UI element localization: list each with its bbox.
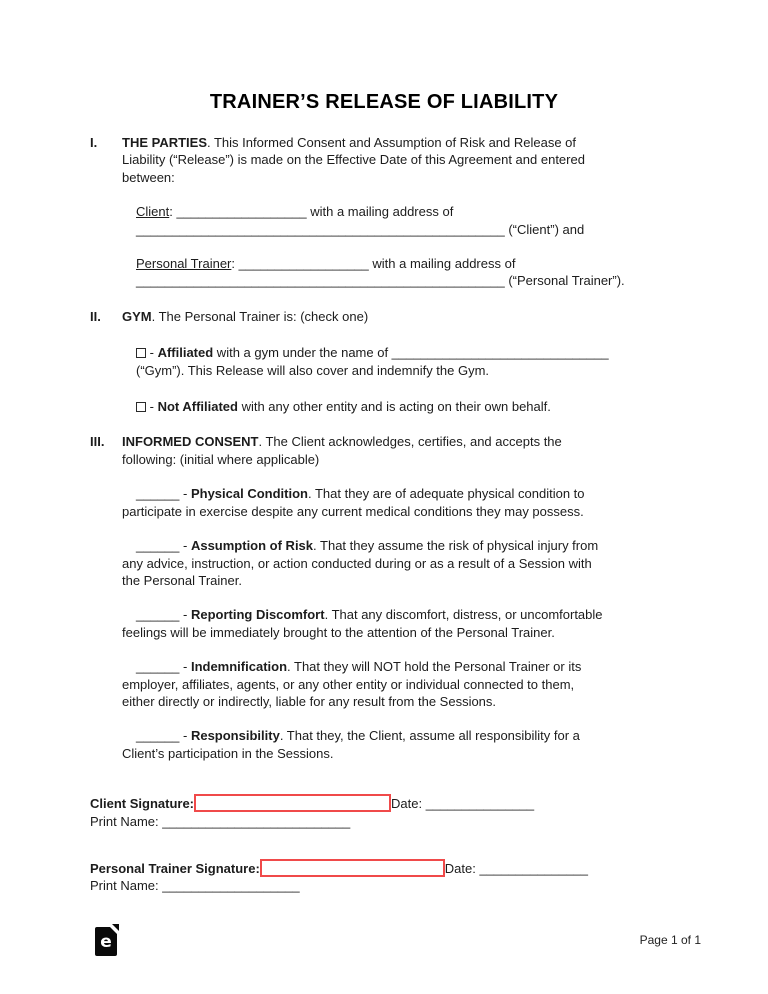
body-text: . That any discomfort, distress, or uncomfortable <box>324 607 603 623</box>
client-signature-field[interactable] <box>194 794 391 812</box>
body-text: . This Informed Consent and Assumption of Risk and Release of <box>207 135 577 150</box>
paragraph-line <box>122 433 690 450</box>
page-title: TRAINER’S RELEASE OF LIABILITY <box>209 91 559 113</box>
body-text: - <box>179 538 191 554</box>
section-body <box>122 308 690 416</box>
trainer-label: Personal Trainer <box>136 256 232 272</box>
initial-blank: ______ <box>136 659 180 675</box>
body-text: . That they, the Client, assume all responsibility for a <box>279 728 580 744</box>
section-number: I. <box>90 135 98 150</box>
section-body <box>122 433 690 762</box>
consent-item-indemnification <box>122 658 690 710</box>
body-text: - <box>179 728 191 744</box>
body-text: . That they assume the risk of physical injury from <box>313 538 599 554</box>
paragraph-line: (“Gym”). This Release will also cover and indemnify the Gym. <box>136 362 490 378</box>
consent-item-title: Reporting Discomfort <box>190 607 325 623</box>
client-print-name-blank: __________________________ <box>162 813 351 829</box>
paragraph-line <box>136 344 690 361</box>
paragraph-line: either directly or indirectly, liable for any result from the Sessions. <box>122 693 497 709</box>
consent-item-responsibility <box>122 727 690 762</box>
option-label: Not Affiliated <box>157 399 238 415</box>
date-label: Date: <box>391 796 426 812</box>
body-text: . That they will NOT hold the Personal Trainer or its <box>287 659 582 675</box>
paragraph-line <box>136 398 690 415</box>
body-text: with a mailing address of <box>306 204 454 220</box>
body-text: (“Personal Trainer”). <box>504 273 625 289</box>
initial-blank: ______ <box>136 538 180 554</box>
paragraph-line <box>136 272 690 289</box>
body-text: - <box>179 607 191 623</box>
trainer-paragraph <box>136 255 690 290</box>
paragraph-line <box>136 255 690 272</box>
gym-name-blank: ______________________________ <box>391 345 609 361</box>
print-name-row <box>90 813 690 830</box>
document-body <box>90 134 690 895</box>
client-date-blank: _______________ <box>425 796 535 812</box>
paragraph-line <box>136 221 690 238</box>
trainer-print-name-blank: ___________________ <box>162 878 300 894</box>
section-heading: THE PARTIES <box>122 135 207 150</box>
consent-item-title: Physical Condition <box>190 486 308 502</box>
body-text: - <box>146 345 158 361</box>
paragraph-line <box>136 727 690 744</box>
consent-item-physical-condition <box>122 485 690 520</box>
client-address-blank: ___________________________________________________ <box>136 221 505 237</box>
paragraph-line: Liability (“Release”) is made on the Effective Date of this Agreement and entered <box>122 152 585 168</box>
body-text: . The Personal Trainer is: (check one) <box>151 308 369 324</box>
paragraph-line <box>136 658 690 675</box>
logo-letter: e <box>100 932 112 952</box>
paragraph-line: participate in exercise despite any current medical conditions they may possess. <box>122 503 584 519</box>
section-number: II. <box>90 308 101 324</box>
option-label: Affiliated <box>157 345 214 361</box>
paragraph-line: between: <box>122 169 175 185</box>
body-text: - <box>179 659 191 675</box>
print-name-row <box>90 877 690 894</box>
page-number: Page 1 of 1 <box>639 933 701 947</box>
client-paragraph <box>136 203 690 238</box>
client-name-blank: __________________ <box>176 204 307 220</box>
consent-item-title: Indemnification <box>190 659 288 675</box>
paragraph-line <box>136 485 690 502</box>
client-signature-label: Client Signature: <box>90 796 195 812</box>
consent-item-title: Responsibility <box>190 728 280 744</box>
section-the-parties <box>90 134 690 290</box>
body-text: (“Client”) and <box>504 221 585 237</box>
paragraph-line: Client’s participation in the Sessions. <box>122 745 334 761</box>
section-informed-consent <box>90 433 690 762</box>
signature-row <box>90 794 690 812</box>
consent-item-assumption-of-risk <box>122 537 690 589</box>
print-name-label: Print Name: <box>90 878 163 894</box>
body-text: with a mailing address of <box>368 256 516 272</box>
paragraph-line <box>122 308 690 325</box>
body-text: with any other entity and is acting on their own behalf. <box>237 399 551 415</box>
paragraph-line <box>136 203 690 220</box>
trainer-address-blank: ___________________________________________________ <box>136 273 505 289</box>
body-text: . The Client acknowledges, certifies, and accepts the <box>258 434 562 450</box>
initial-blank: ______ <box>136 607 180 623</box>
affiliated-option <box>136 344 690 379</box>
checkbox-icon <box>136 348 146 358</box>
body-text: . That they are of adequate physical condition to <box>307 486 585 502</box>
not-affiliated-option <box>136 398 690 415</box>
paragraph-line: following: (initial where applicable) <box>122 451 320 467</box>
trainer-signature-label: Personal Trainer Signature: <box>90 860 260 876</box>
section-heading: GYM <box>122 308 152 324</box>
client-label: Client <box>136 204 170 220</box>
body-text: - <box>146 399 158 415</box>
section-heading: INFORMED CONSENT <box>122 434 259 450</box>
paragraph-line: any advice, instruction, or action conducted during or as a result of a Session with <box>122 555 592 571</box>
initial-blank: ______ <box>136 728 180 744</box>
body-text: - <box>179 486 191 502</box>
paragraph-line: the Personal Trainer. <box>122 572 242 588</box>
section-gym <box>90 308 690 416</box>
eforms-logo-icon <box>95 927 117 956</box>
trainer-name-blank: __________________ <box>238 256 369 272</box>
signature-row <box>90 859 690 877</box>
trainer-signature-block <box>90 859 690 895</box>
paragraph-line <box>136 537 690 554</box>
paragraph-line: feelings will be immediately brought to the attention of the Personal Trainer. <box>122 624 555 640</box>
trainer-date-blank: _______________ <box>479 860 588 876</box>
checkbox-icon <box>136 402 146 412</box>
section-number: III. <box>90 434 105 450</box>
section-body <box>122 134 690 290</box>
consent-item-reporting-discomfort <box>122 606 690 641</box>
initial-blank: ______ <box>136 486 180 502</box>
paragraph-line <box>136 606 690 623</box>
consent-item-title: Assumption of Risk <box>190 538 314 554</box>
client-signature-block <box>90 794 690 830</box>
trainer-signature-field[interactable] <box>260 859 445 877</box>
print-name-label: Print Name: <box>90 813 163 829</box>
paragraph-line <box>122 134 690 151</box>
body-text: : <box>231 256 239 272</box>
paragraph-line: employer, affiliates, agents, or any other entity or individual connected to them, <box>122 676 575 692</box>
body-text: : <box>169 204 177 220</box>
date-label: Date: <box>444 860 480 876</box>
body-text: with a gym under the name of <box>213 345 392 361</box>
